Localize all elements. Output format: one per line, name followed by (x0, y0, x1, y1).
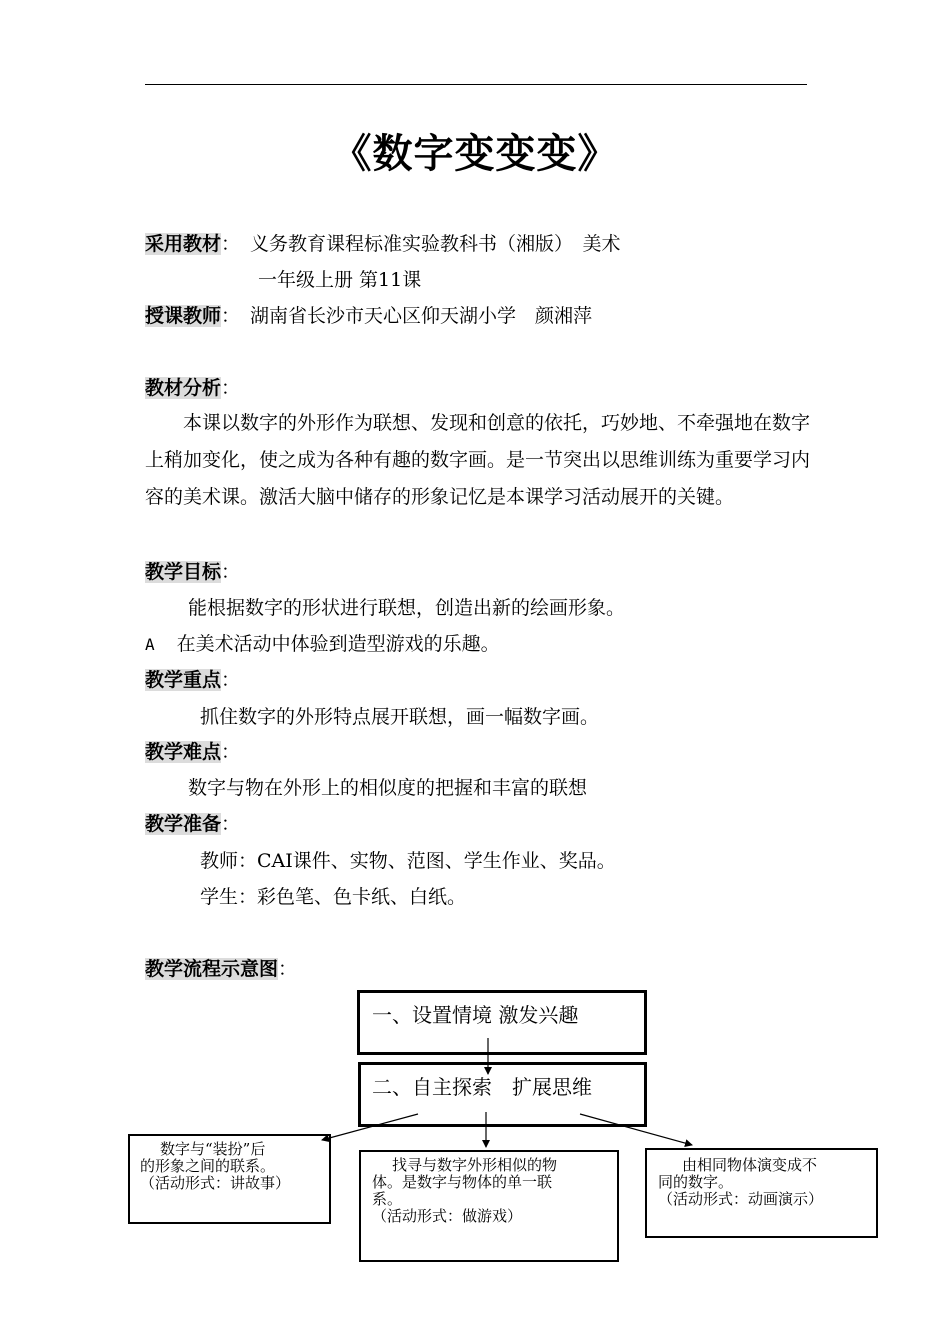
goal-item-2-text: 在美术活动中体验到造型游戏的乐趣。 (176, 633, 500, 655)
branch-left-line-1: 数字与“装扮”后 (160, 1140, 266, 1158)
teacher-label: 授课教师 (145, 305, 222, 327)
teacher-row: 授课教师： 湖南省长沙市天心区仰天湖小学 颜湘萍 (145, 305, 593, 327)
goal-item-1: 能根据数字的形状进行联想，创造出新的绘画形象。 (188, 597, 626, 619)
flow-heading: 教学流程示意图： (145, 958, 298, 980)
analysis-text: 本课以数字的外形作为联想、发现和创意的依托，巧妙地、不牵强地在数字上稍加变化，使之成为各种有趣的数字画。是一节突出以思维训练为重要学习内容的美术课。激活大脑中储存的形象记忆是本课学习活动展开的关键。 (145, 412, 811, 508)
difficulty-heading: 教学难点： (145, 741, 241, 763)
preparation-teacher: 教师：CAI课件、实物、范图、学生作业、奖品。 (200, 850, 616, 872)
goals-label: 教学目标 (145, 561, 222, 583)
material-line1: 义务教育课程标准实验教科书（湘版） 美术 (250, 233, 621, 255)
arrow-to-right-branch (580, 1114, 692, 1145)
flow-step-1: 一、设置情境 激发兴趣 (372, 1003, 579, 1027)
keypoint-label: 教学重点 (145, 669, 222, 691)
branch-right-line-3: （活动形式：动画演示） (658, 1190, 824, 1208)
branch-left-line-3: （活动形式：讲故事） (140, 1174, 291, 1192)
difficulty-text: 数字与物在外形上的相似度的把握和丰富的联想 (188, 777, 588, 799)
keypoint-text: 抓住数字的外形特点展开联想，画一幅数字画。 (200, 706, 600, 728)
analysis-heading: 教材分析： (145, 377, 241, 399)
branch-middle-line-1: 找寻与数字外形相似的物 (392, 1156, 558, 1174)
branch-middle-line-3: 系。 (372, 1190, 403, 1208)
branch-right-line-2: 同的数字。 (658, 1173, 734, 1191)
material-label: 采用教材 (145, 233, 222, 255)
branch-middle-line-2: 体。是数字与物体的单一联 (372, 1173, 553, 1191)
arrow-to-left-branch (322, 1114, 418, 1140)
flow-step-2: 二、自主探索 扩展思维 (372, 1075, 592, 1099)
goal-item-2-marker: A (145, 635, 155, 654)
preparation-heading: 教学准备： (145, 813, 241, 835)
goals-heading: 教学目标： (145, 561, 241, 583)
branch-middle-line-4: （活动形式：做游戏） (372, 1207, 523, 1225)
material-line2: 一年级上册 第11课 (258, 269, 422, 291)
keypoint-heading: 教学重点： (145, 669, 241, 691)
branch-left-line-2: 的形象之间的联系。 (140, 1157, 276, 1175)
preparation-student: 学生：彩色笔、色卡纸、白纸。 (200, 886, 467, 908)
page-title: 《数字变变变》 (331, 131, 619, 177)
branch-right-line-1: 由相同物体演变成不 (682, 1156, 818, 1174)
analysis-label: 教材分析 (145, 377, 222, 399)
preparation-label: 教学准备 (145, 813, 222, 835)
material-row: 采用教材： 义务教育课程标准实验教科书（湘版） 美术 (145, 233, 621, 255)
teacher-value: 湖南省长沙市天心区仰天湖小学 颜湘萍 (250, 305, 593, 327)
difficulty-label: 教学难点 (145, 741, 222, 763)
flow-label: 教学流程示意图 (145, 958, 279, 980)
